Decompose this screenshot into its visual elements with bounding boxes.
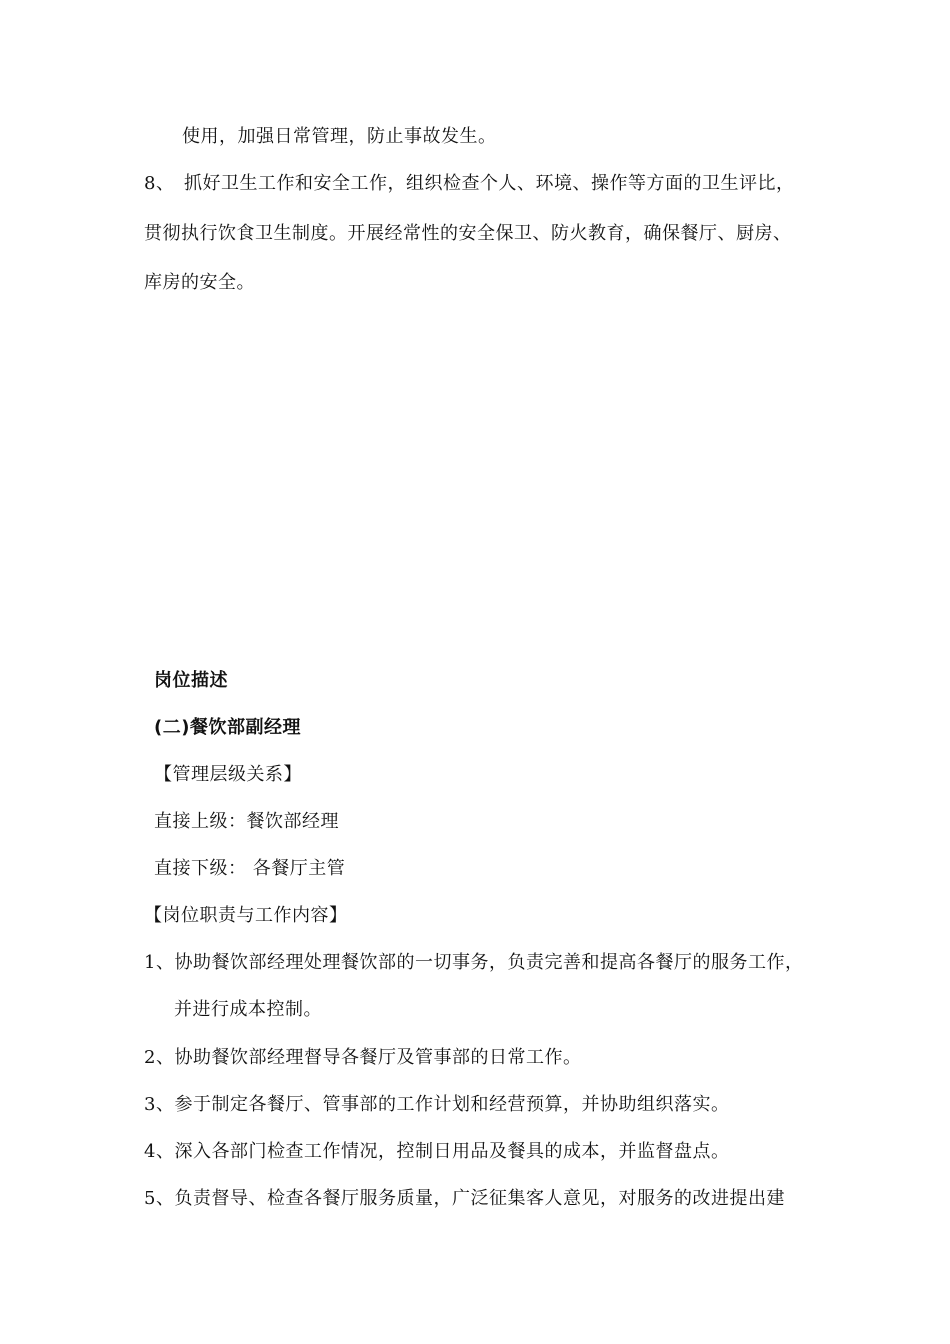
- duty-line: 3、参于制定各餐厅、管事部的工作计划和经营预算，并协助组织落实。: [144, 1094, 730, 1115]
- duty-line: 2、协助餐饮部经理督导各餐厅及管事部的日常工作。: [144, 1047, 582, 1068]
- item-8-line-3: 库房的安全。: [144, 272, 255, 293]
- item-8-number: 8、: [144, 173, 175, 194]
- duty-line: 4、深入各部门检查工作情况，控制日用品及餐具的成本，并监督盘点。: [144, 1141, 730, 1162]
- item-8-line-2: 贯彻执行饮食卫生制度。开展经常性的安全保卫、防火教育，确保餐厅、厨房、: [144, 223, 792, 244]
- continuation-line: 使用，加强日常管理，防止事故发生。: [182, 126, 497, 147]
- duty-line: 1、协助餐饮部经理处理餐饮部的一切事务，负责完善和提高各餐厅的服务工作，: [144, 952, 804, 973]
- hierarchy-label: 【管理层级关系】: [154, 764, 302, 785]
- duty-line: 5、负责督导、检查各餐厅服务质量，广泛征集客人意见，对服务的改进提出建: [144, 1188, 785, 1209]
- section-heading: 岗位描述: [154, 670, 228, 691]
- position-title: (二)餐饮部副经理: [154, 717, 301, 738]
- direct-superior: 直接上级：餐饮部经理: [154, 811, 339, 832]
- duties-label: 【岗位职责与工作内容】: [144, 905, 348, 926]
- item-8-line-1: 抓好卫生工作和安全工作，组织检查个人、环境、操作等方面的卫生评比，: [184, 173, 795, 194]
- direct-subordinate: 直接下级： 各餐厅主管: [154, 858, 346, 879]
- duty-line: 并进行成本控制。: [174, 999, 322, 1020]
